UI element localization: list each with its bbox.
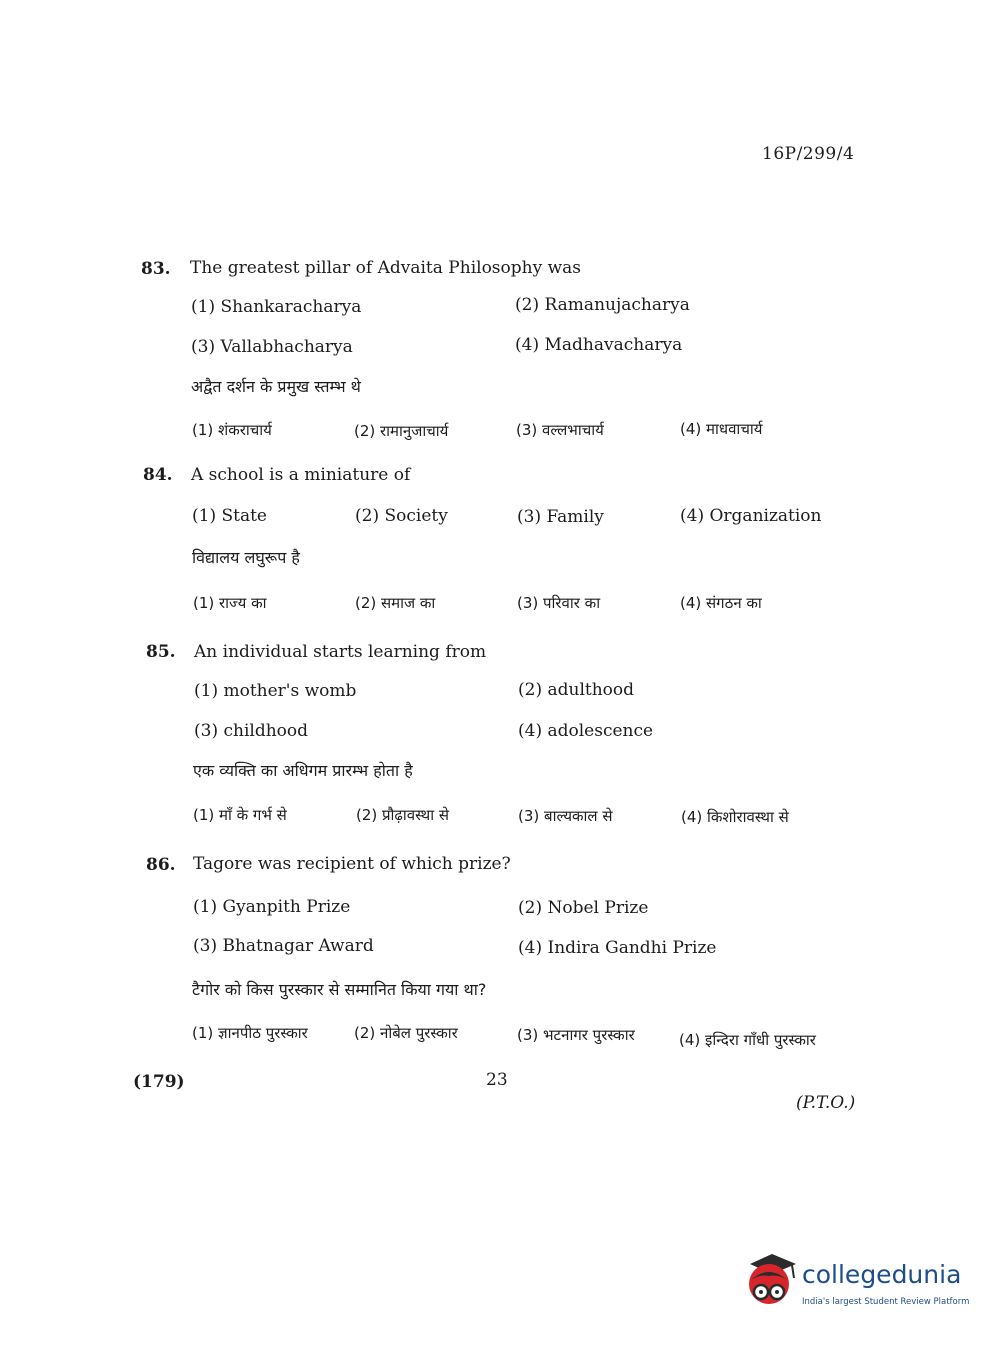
- option: (2) Nobel Prize: [518, 898, 649, 918]
- option: (2) Ramanujacharya: [515, 295, 690, 315]
- hindi-option: (4) माधवाचार्य: [680, 420, 763, 438]
- hindi-option: (1) माँ के गर्भ से: [193, 806, 287, 824]
- hindi-option: (4) किशोरावस्था से: [681, 808, 789, 826]
- hindi-option: (3) वल्लभाचार्य: [516, 421, 604, 439]
- question-number: 83.: [141, 259, 171, 279]
- mascot-icon: [742, 1250, 800, 1312]
- paper-code: 16P/299/4: [762, 144, 855, 164]
- hindi-option: (2) प्रौढ़ावस्था से: [356, 806, 450, 824]
- option: (4) Indira Gandhi Prize: [518, 938, 717, 958]
- hindi-option: (4) संगठन का: [680, 594, 762, 612]
- hindi-option: (1) ज्ञानपीठ पुरस्कार: [192, 1024, 308, 1042]
- question-number: 84.: [143, 465, 173, 485]
- page-number: 23: [486, 1070, 508, 1090]
- question-text: A school is a miniature of: [191, 465, 411, 485]
- question-text: Tagore was recipient of which prize?: [193, 854, 511, 874]
- hindi-option: (4) इन्दिरा गाँधी पुरस्कार: [679, 1031, 816, 1049]
- option: (4) Organization: [680, 506, 822, 526]
- hindi-option: (3) भटनागर पुरस्कार: [517, 1026, 635, 1044]
- option: (2) Society: [355, 506, 448, 526]
- option: (4) adolescence: [518, 721, 654, 741]
- option: (1) Shankaracharya: [191, 297, 362, 317]
- hindi-option: (2) समाज का: [355, 594, 436, 612]
- option: (1) mother's womb: [194, 681, 357, 701]
- option: (3) Vallabhacharya: [191, 337, 353, 357]
- hindi-question-text: विद्यालय लघुरूप है: [192, 548, 300, 567]
- booklet-code: (179): [133, 1072, 185, 1092]
- question-text: An individual starts learning from: [194, 642, 487, 662]
- hindi-question-text: टैगोर को किस पुरस्कार से सम्मानित किया गया था?: [192, 980, 487, 999]
- option: (4) Madhavacharya: [515, 335, 683, 355]
- option: (3) childhood: [194, 721, 309, 741]
- brand-name: collegedunia: [802, 1260, 962, 1289]
- hindi-question-text: एक व्यक्ति का अधिगम प्रारम्भ होता है: [193, 761, 413, 780]
- pto-note: (P.T.O.): [796, 1093, 856, 1113]
- brand-tagline: India's largest Student Review Platform: [802, 1297, 970, 1307]
- option: (1) State: [192, 506, 267, 526]
- hindi-option: (1) शंकराचार्य: [192, 421, 272, 439]
- option: (3) Bhatnagar Award: [193, 936, 374, 956]
- hindi-option: (3) परिवार का: [517, 594, 601, 612]
- option: (2) adulthood: [518, 680, 635, 700]
- hindi-option: (1) राज्य का: [193, 594, 267, 612]
- collegedunia-logo: [742, 1250, 970, 1320]
- question-text: The greatest pillar of Advaita Philosophy was: [190, 258, 582, 278]
- option: (3) Family: [517, 507, 604, 527]
- hindi-option: (2) नोबेल पुरस्कार: [354, 1024, 458, 1042]
- question-number: 85.: [146, 642, 176, 662]
- option: (1) Gyanpith Prize: [193, 897, 351, 917]
- hindi-option: (2) रामानुजाचार्य: [354, 422, 449, 440]
- question-number: 86.: [146, 855, 176, 875]
- hindi-option: (3) बाल्यकाल से: [518, 807, 613, 825]
- hindi-question-text: अद्वैत दर्शन के प्रमुख स्तम्भ थे: [191, 377, 361, 396]
